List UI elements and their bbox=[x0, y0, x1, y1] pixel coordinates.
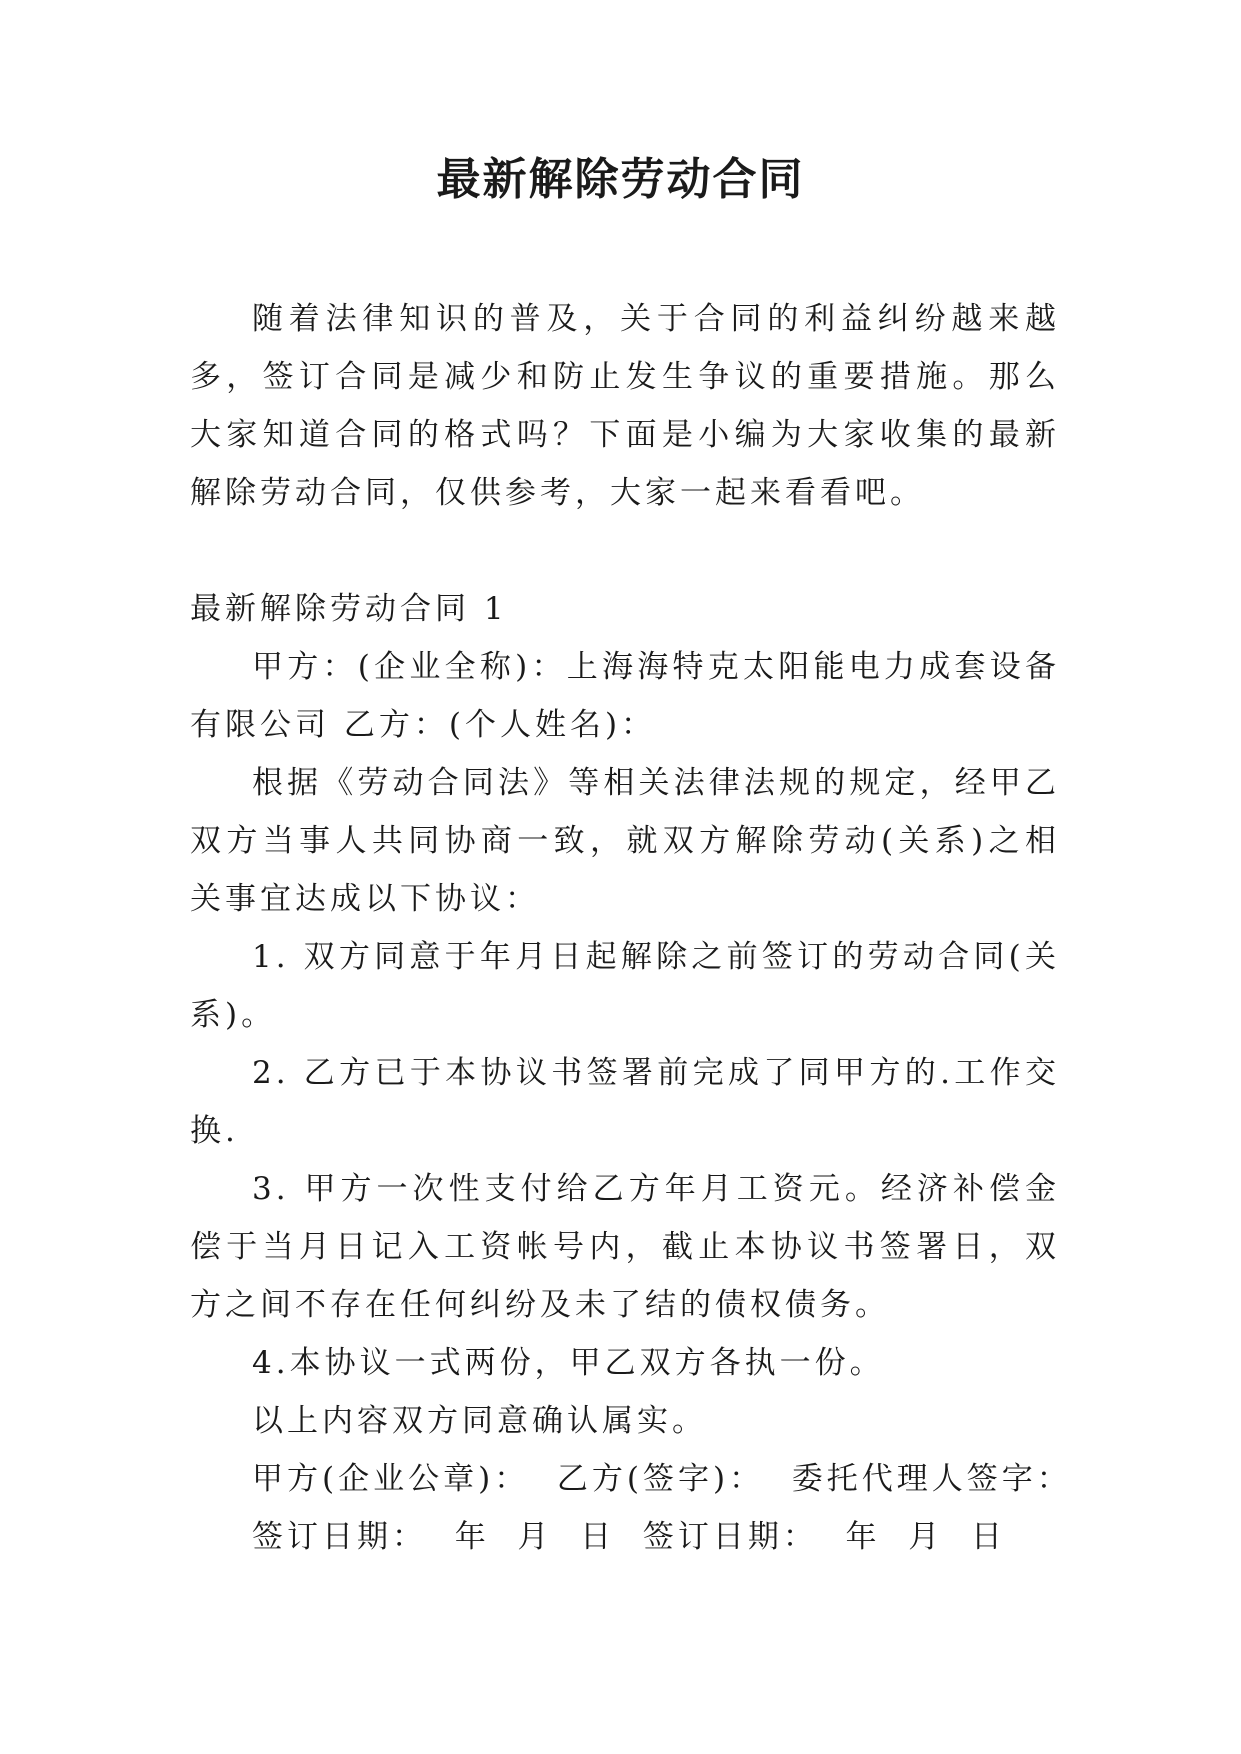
date-line-text: 签订日期： 年 月 日 签订日期： 年 月 日 bbox=[252, 1519, 1006, 1555]
document-body bbox=[190, 290, 1072, 1566]
clause-4: 4.本协议一式两份，甲乙双方各执一份。 bbox=[252, 1345, 885, 1381]
signature-line bbox=[190, 1450, 1072, 1508]
clause-3: 3. 甲方一次性支付给乙方年月工资元。经济补偿金偿于当月日记入工资帐号内，截止本协议书签署日，双方之间不存在任何纠纷及未了结的债权债务。 bbox=[190, 1171, 1060, 1323]
page-title: 最新解除劳动合同 bbox=[436, 154, 805, 205]
clause-2: 2. 乙方已于本协议书签署前完成了同甲方的.工作交换. bbox=[190, 1055, 1060, 1149]
date-line bbox=[190, 1508, 1060, 1566]
clause-1: 1. 双方同意于年月日起解除之前签订的劳动合同(关系)。 bbox=[190, 939, 1060, 1033]
section-heading: 最新解除劳动合同 1 bbox=[190, 591, 508, 627]
signature-line-text: 甲方(企业公章)： 乙方(签字)： 委托代理人签字： bbox=[252, 1461, 1072, 1497]
preamble-paragraph: 根据《劳动合同法》等相关法律法规的规定，经甲乙双方当事人共同协商一致，就双方解除劳动(关系)之相关事宜达成以下协议： bbox=[190, 765, 1060, 917]
party-a-paragraph: 甲方：(企业全称)：上海海特克太阳能电力成套设备有限公司 乙方：(个人姓名)： bbox=[190, 649, 1060, 743]
intro-paragraph: 随着法律知识的普及，关于合同的利益纠纷越来越多，签订合同是减少和防止发生争议的重要措施。那么大家知道合同的格式吗？下面是小编为大家收集的最新解除劳动合同，仅供参考，大家一起来看看吧。 bbox=[190, 301, 1060, 511]
confirmation-paragraph: 以上内容双方同意确认属实。 bbox=[252, 1403, 707, 1439]
